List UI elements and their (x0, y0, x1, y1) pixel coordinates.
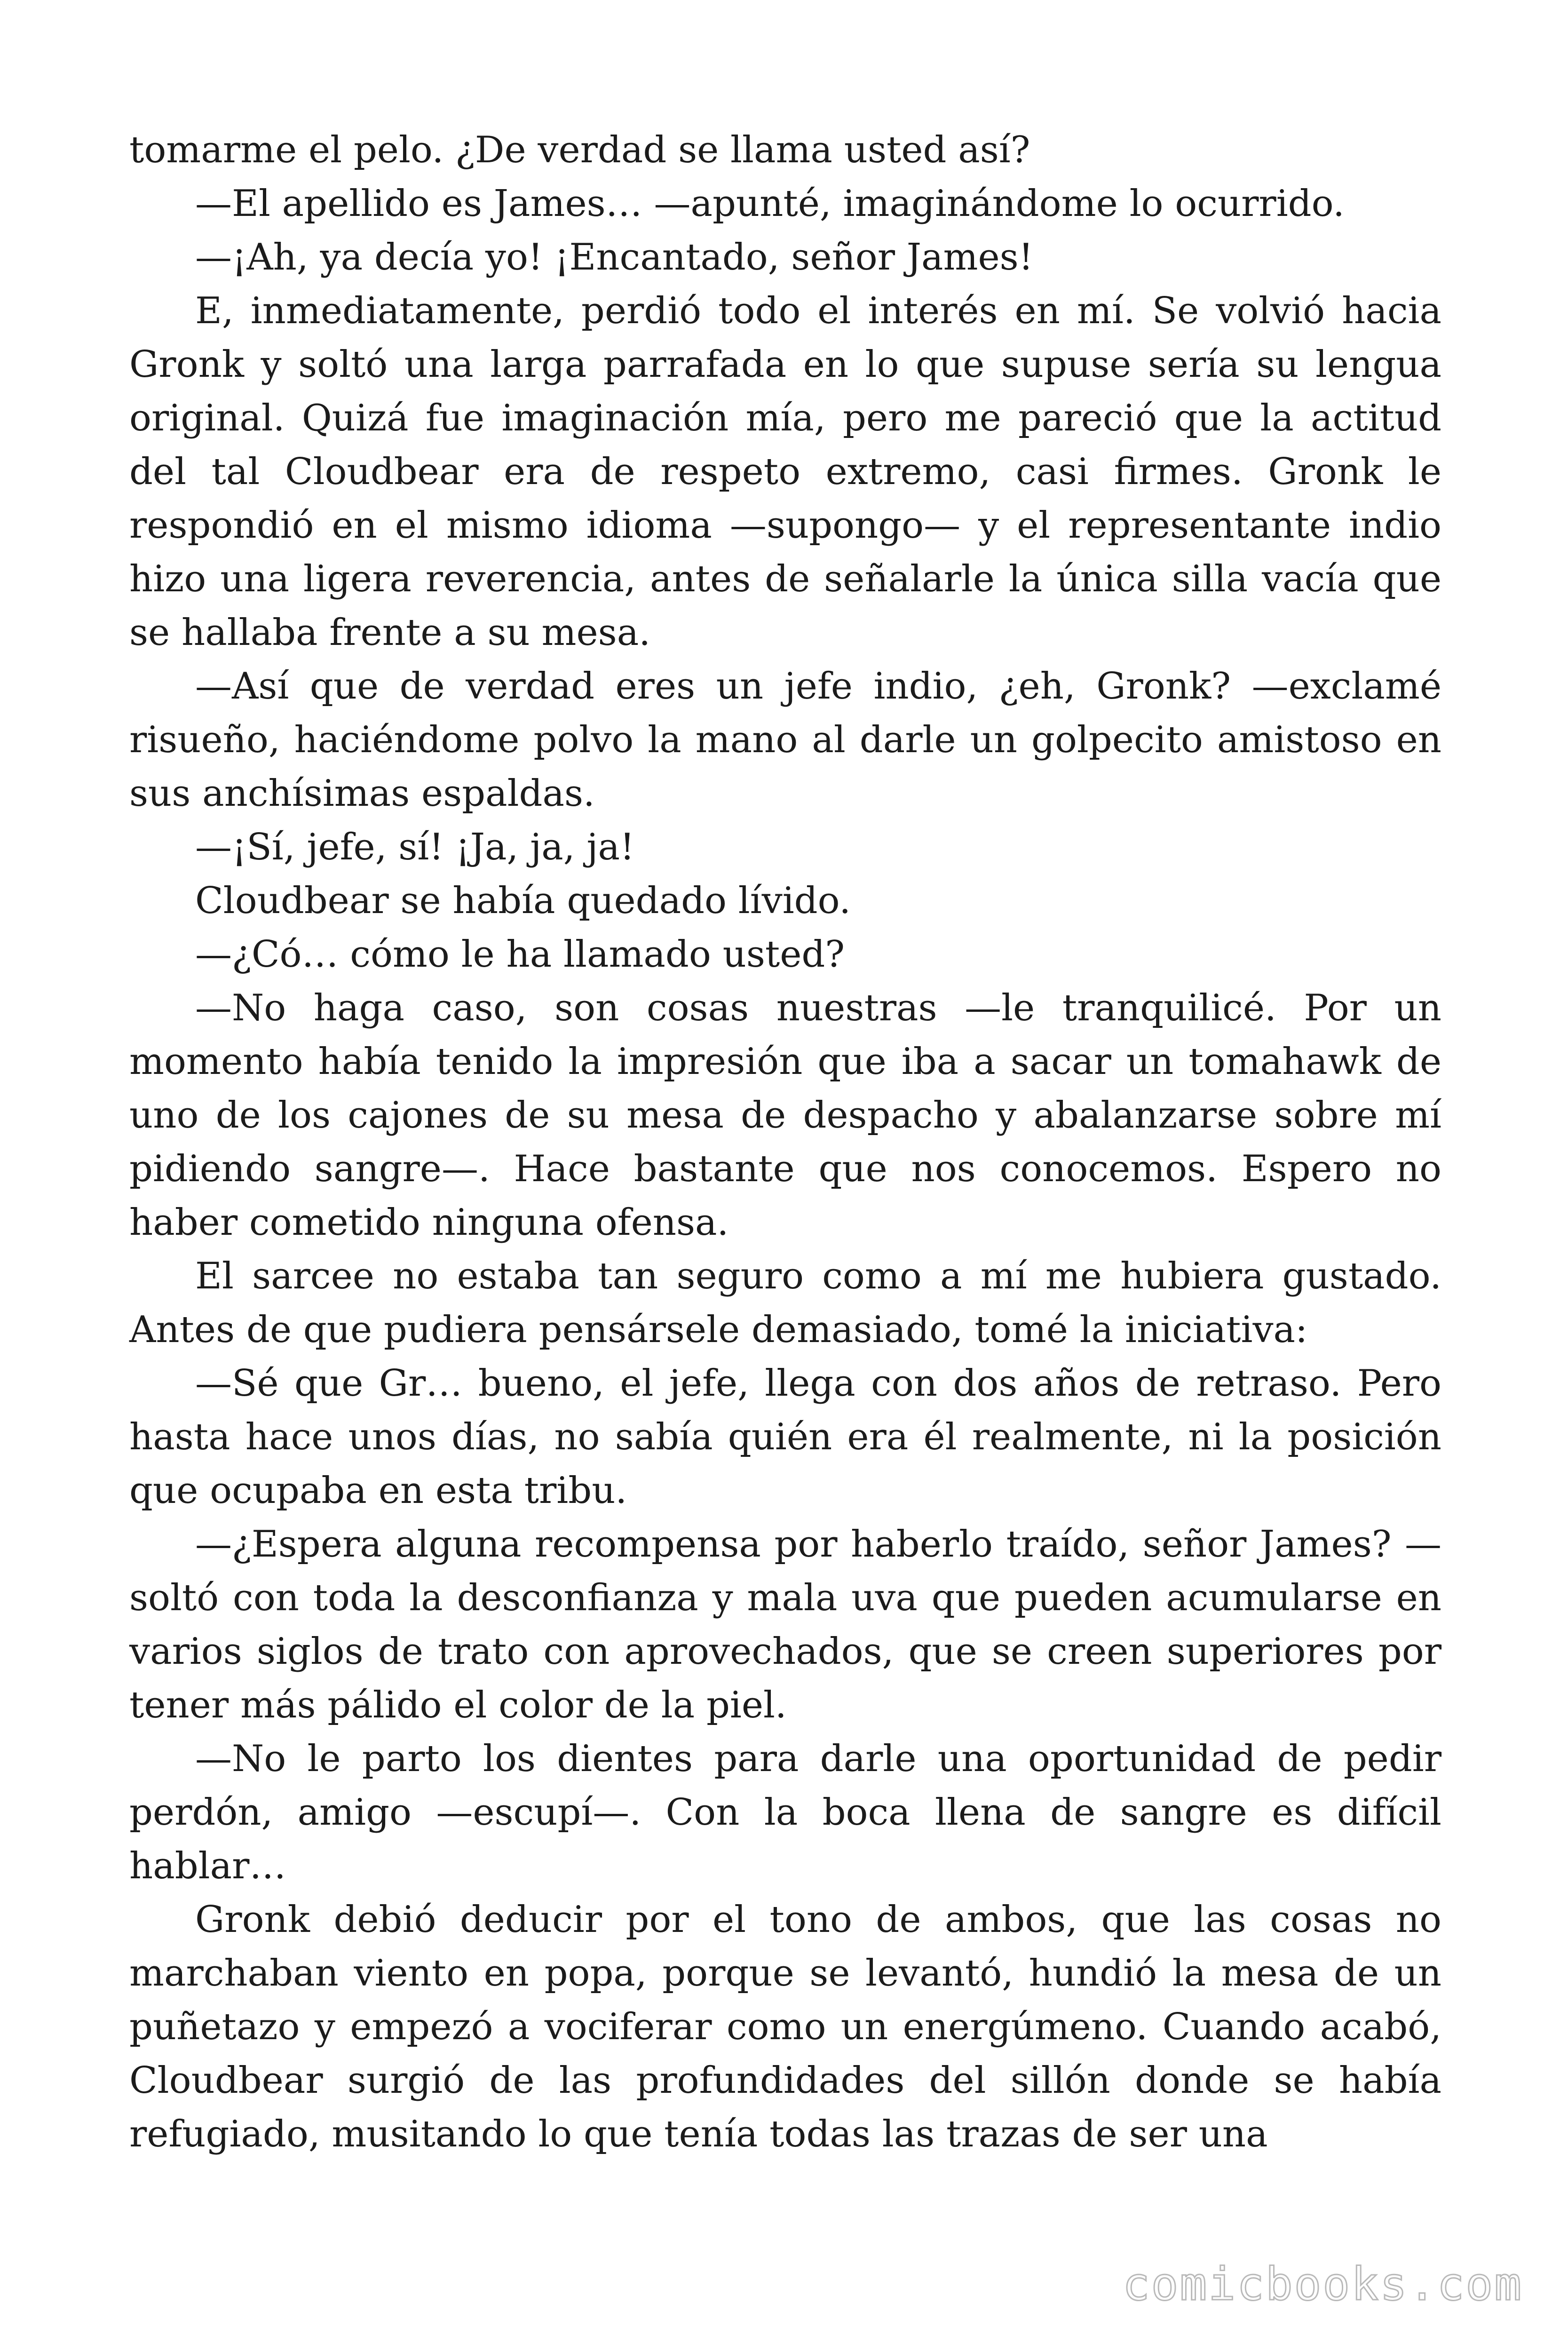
paragraph: —¿Có… cómo le ha llamado usted? (195, 933, 845, 976)
paragraph: tomarme el pelo. ¿De verdad se llama usted así? (129, 129, 1030, 171)
paragraph: El sarcee no estaba tan seguro como a mí me hubiera gustado. Antes de que pudiera pensársele demasiado, tomé la iniciativa: (129, 1255, 1441, 1351)
paragraph: —¡Sí, jefe, sí! ¡Ja, ja, ja! (195, 826, 635, 868)
paragraph: —Así que de verdad eres un jefe indio, ¿eh, Gronk? —exclamé risueño, haciéndome polvo la mano al darle un golpecito amistoso en sus anchísimas espaldas. (129, 665, 1441, 815)
paragraph: —El apellido es James… —apunté, imaginándome lo ocurrido. (195, 183, 1345, 225)
paragraph: —¿Espera alguna recompensa por haberlo traído, señor James? —soltó con toda la desconfianza y mala uva que pueden acumularse en varios siglos de trato con aprovechados, que se creen superiores por tener más pálido el color de la piel. (129, 1523, 1441, 1726)
watermark: comicbooks.com (1122, 2258, 1523, 2311)
paragraph: Cloudbear se había quedado lívido. (195, 880, 851, 922)
paragraph: —Sé que Gr… bueno, el jefe, llega con dos años de retraso. Pero hasta hace unos días, no sabía quién era él realmente, ni la posición que ocupaba en esta tribu. (129, 1362, 1441, 1512)
paragraph: —No le parto los dientes para darle una oportunidad de pedir perdón, amigo —escupí—. Con la boca llena de sangre es difícil hablar… (129, 1738, 1441, 1887)
paragraph: —No haga caso, son cosas nuestras —le tranquilicé. Por un momento había tenido la impresión que iba a sacar un tomahawk de uno de los cajones de su mesa de despacho y abalanzarse sobre mí pidiendo sangre—. Hace bastante que nos conocemos. Espero no haber cometido ninguna ofensa. (129, 987, 1441, 1244)
paragraph: E, inmediatamente, perdió todo el interés en mí. Se volvió hacia Gronk y soltó una larga parrafada en lo que supuse sería su lengua original. Quizá fue imaginación mía, pero me pareció que la actitud del tal Cloudbear era de respeto extremo, casi firmes. Gronk le respondió en el mismo idioma —supongo— y el representante indio hizo una ligera reverencia, antes de señalarle la única silla vacía que se hallaba frente a su mesa. (129, 290, 1441, 654)
body-text (129, 123, 1441, 2161)
paragraph: Gronk debió deducir por el tono de ambos, que las cosas no marchaban viento en popa, porque se levantó, hundió la mesa de un puñetazo y empezó a vociferar como un energúmeno. Cuando acabó, Cloudbear surgió de las profundidades del sillón donde se había refugiado, musitando lo que tenía todas las trazas de ser una (129, 1899, 1441, 2155)
paragraph: —¡Ah, ya decía yo! ¡Encantado, señor James! (195, 236, 1034, 278)
